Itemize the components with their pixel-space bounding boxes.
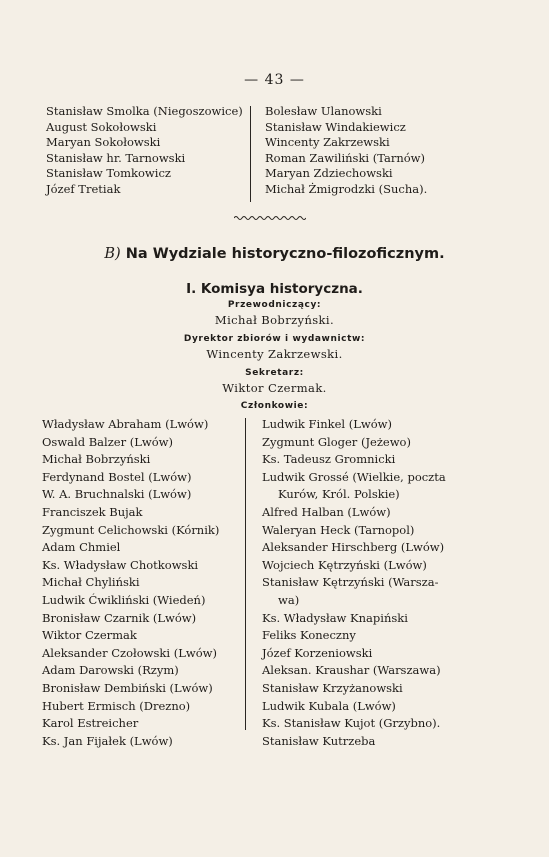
member-entry: W. A. Bruchnalski (Lwów) bbox=[42, 487, 192, 502]
member-entry: Michał Bobrzyński bbox=[42, 452, 151, 467]
member-entry: Ludwik Grossé (Wielkie, poczta bbox=[262, 469, 446, 484]
member-entry: Adam Chmiel bbox=[42, 540, 121, 555]
secretary-label: Sekretarz: bbox=[245, 368, 304, 378]
section-heading bbox=[0, 246, 549, 262]
members-left-list bbox=[42, 416, 242, 750]
member-entry: Wojciech Kętrzyński (Lwów) bbox=[262, 557, 427, 572]
director-label: Dyrektor zbiorów i wydawnictw: bbox=[183, 334, 366, 344]
member-entry: Ludwik Ćwikliński (Wiedeń) bbox=[42, 592, 206, 607]
name-entry: Maryan Sokołowski bbox=[46, 135, 161, 150]
member-entry: Waleryan Heck (Tarnopol) bbox=[262, 522, 415, 537]
member-entry: Ludwik Kubala (Lwów) bbox=[262, 698, 396, 713]
name-entry: Michał Żmigrodzki (Sucha). bbox=[265, 181, 428, 196]
name-entry: Stanisław Tomkowicz bbox=[46, 166, 171, 181]
member-entry: wa) bbox=[278, 592, 300, 607]
member-entry: Józef Korzeniowski bbox=[262, 645, 373, 660]
member-entry: Aleksan. Kraushar (Warszawa) bbox=[262, 663, 441, 678]
member-entry: Stanisław Kutrzeba bbox=[262, 733, 376, 748]
section-letter: B) bbox=[104, 246, 121, 262]
name-entry: Maryan Zdziechowski bbox=[265, 166, 393, 181]
member-entry: Ludwik Finkel (Lwów) bbox=[262, 417, 392, 431]
member-entry: Aleksander Czołowski (Lwów) bbox=[42, 645, 217, 660]
member-entry: Bronisław Czarnik (Lwów) bbox=[42, 610, 197, 625]
member-entry: Franciszek Bujak bbox=[42, 504, 143, 519]
member-entry: Ks. Jan Fijałek (Lwów) bbox=[42, 733, 173, 748]
member-entry: Ks. Władysław Knapiński bbox=[262, 610, 408, 625]
member-entry: Hubert Ermisch (Drezno) bbox=[42, 698, 191, 713]
page-number: — 43 — bbox=[244, 72, 305, 88]
members-label: Członkowie: bbox=[240, 401, 309, 411]
member-entry: Adam Darowski (Rzym) bbox=[42, 663, 179, 678]
name-entry: Roman Zawiliński (Tarnów) bbox=[265, 150, 426, 165]
member-entry: Michał Chyliński bbox=[42, 575, 140, 590]
member-entry: Aleksander Hirschberg (Lwów) bbox=[262, 540, 445, 555]
name-entry: Józef Tretiak bbox=[46, 181, 121, 196]
member-entry: Alfred Halban (Lwów) bbox=[262, 504, 391, 519]
member-entry: Ks. Władysław Chotkowski bbox=[42, 557, 199, 572]
member-entry: Zygmunt Celichowski (Kórnik) bbox=[42, 522, 220, 537]
members-right-list bbox=[262, 416, 517, 750]
secretary-name: Wiktor Czermak. bbox=[222, 381, 327, 395]
member-entry: Oswald Balzer (Lwów) bbox=[42, 434, 173, 449]
member-entry: Feliks Koneczny bbox=[262, 628, 356, 643]
members-column-divider bbox=[245, 418, 246, 730]
name-entry: Stanisław Windakiewicz bbox=[265, 119, 406, 134]
name-entry: Stanisław Smolka (Niegoszowice) bbox=[46, 104, 243, 118]
member-entry: Karol Estreicher bbox=[42, 716, 139, 731]
top-left-name-list bbox=[46, 104, 246, 198]
director-name: Wincenty Zakrzewski. bbox=[206, 347, 343, 361]
commission-title: I. Komisya historyczna. bbox=[186, 281, 363, 297]
member-entry: Kurów, Król. Polskie) bbox=[278, 487, 400, 502]
name-entry: Stanisław hr. Tarnowski bbox=[46, 150, 186, 165]
member-entry: Bronisław Dembiński (Lwów) bbox=[42, 680, 213, 695]
member-entry: Wiktor Czermak bbox=[42, 628, 137, 643]
name-entry: Bolesław Ulanowski bbox=[265, 104, 382, 118]
member-entry: Władysław Abraham (Lwów) bbox=[42, 417, 209, 431]
member-entry: Stanisław Krzyżanowski bbox=[262, 680, 403, 695]
chair-label: Przewodniczący: bbox=[227, 300, 322, 310]
section-title: Na Wydziale historyczno-filozoficznym. bbox=[125, 246, 445, 262]
member-entry: Ferdynand Bostel (Lwów) bbox=[42, 469, 192, 484]
name-entry: August Sokołowski bbox=[46, 119, 157, 134]
top-column-divider bbox=[250, 106, 251, 202]
member-entry: Ks. Tadeusz Gromnicki bbox=[262, 452, 396, 467]
name-entry: Wincenty Zakrzewski bbox=[265, 135, 390, 150]
member-entry: Ks. Stanisław Kujot (Grzybno). bbox=[262, 716, 441, 731]
top-right-name-list bbox=[265, 104, 505, 198]
member-entry: Stanisław Kętrzyński (Warsza- bbox=[262, 575, 439, 590]
member-entry: Zygmunt Gloger (Jeżewo) bbox=[262, 434, 411, 449]
chair-name: Michał Bobrzyński. bbox=[214, 313, 335, 327]
wavy-ornament bbox=[234, 214, 306, 222]
